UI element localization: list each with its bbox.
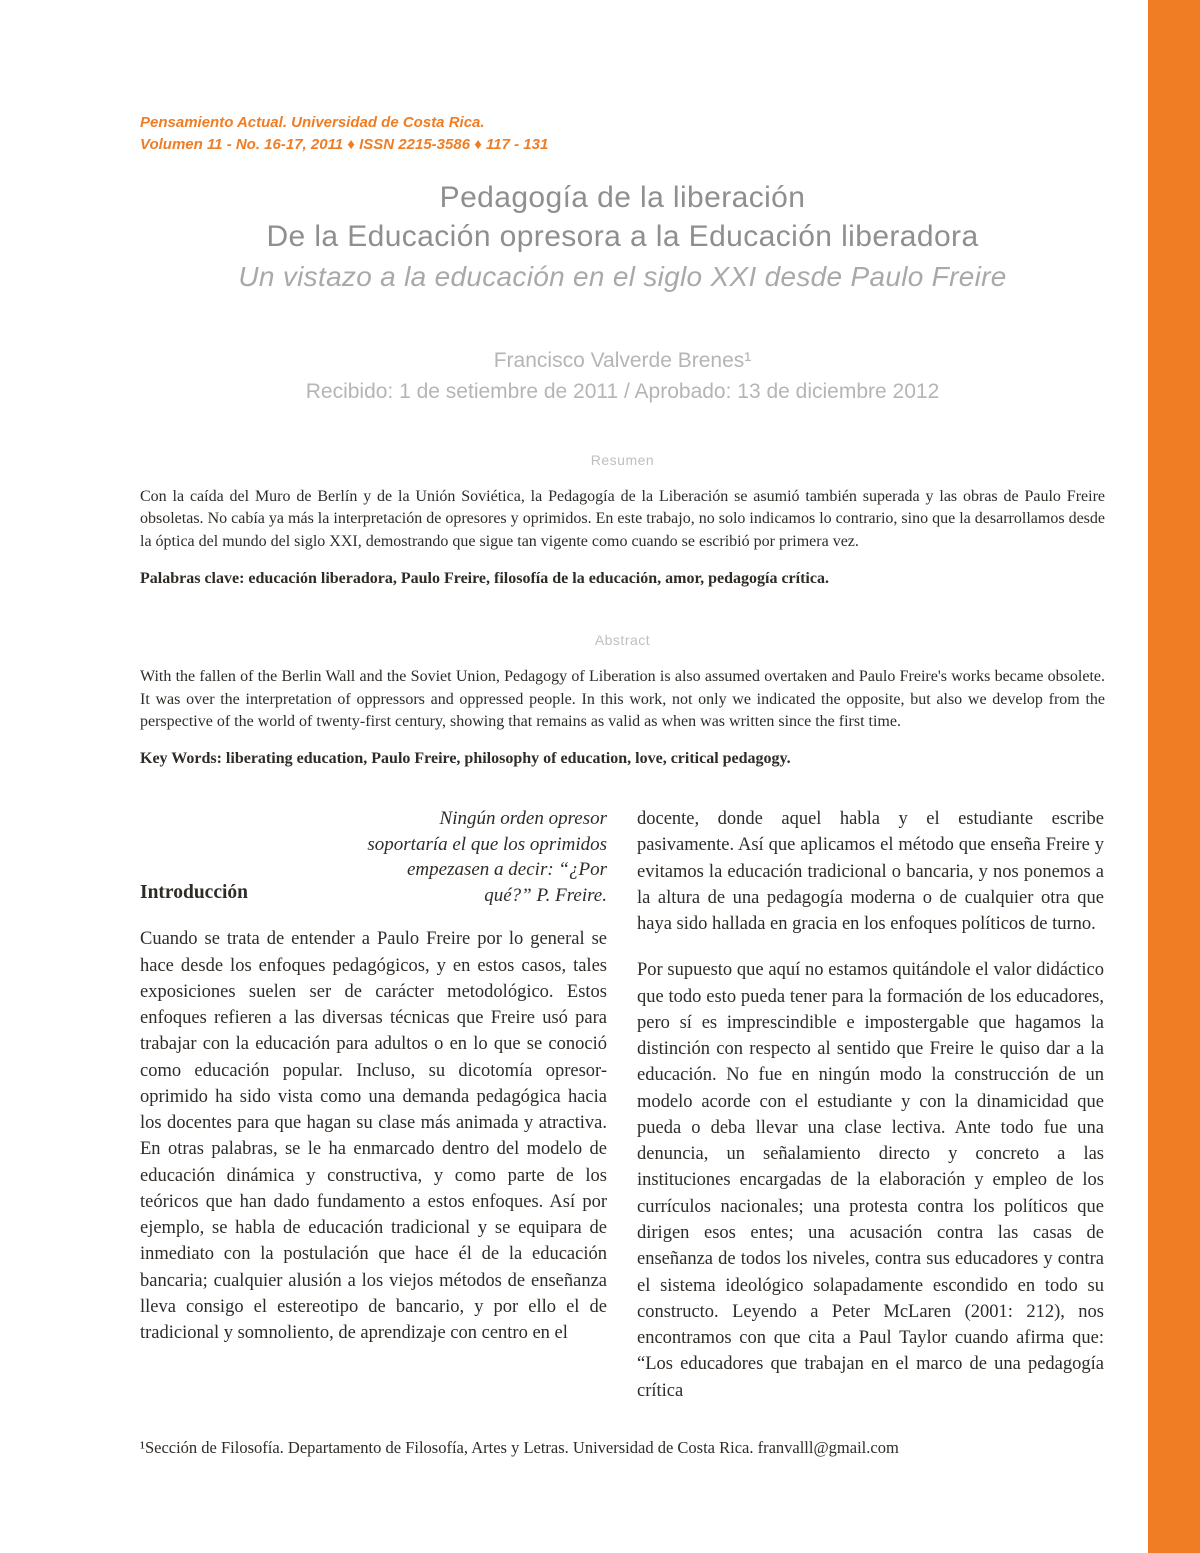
author-block: [140, 345, 1105, 408]
journal-issue-info: Volumen 11 - No. 16-17, 2011 ♦ ISSN 2215-3586 ♦ 117 - 131: [140, 135, 549, 153]
right-column: [637, 806, 1104, 1422]
author-name: Francisco Valverde Brenes¹: [493, 348, 752, 372]
abstract-heading: Abstract: [594, 631, 651, 648]
article-subtitle: Un vistazo a la educación en el siglo XXI desde Paulo Freire: [238, 260, 1007, 292]
footnote: ¹Sección de Filosofía. Departamento de Filosofía, Artes y Letras. Universidad de Costa Rica. franvalll@gmail.com: [140, 1438, 899, 1458]
resumen-heading: Resumen: [590, 451, 655, 468]
left-column: [140, 806, 607, 1422]
right-column-paragraph-2: Por supuesto que aquí no estamos quitándole el valor didáctico que todo esto pueda tener para la formación de los educadores, pero sí es imprescindible e impostergable que hagamos la distinción con respecto al sentido que Freire le quiso dar a la educación. No fue en ningún modo la construcción de un modelo acorde con el estudiante y con la dinamicidad que pueda o deba llevar una clase lectiva. Ante todo fue una denuncia, un señalamiento directo y concreto a las instituciones encargadas de la elaboración y empleo de los currículos nacionales; una protesta contra los políticos que dirigen esos entes; una acusación contra las casas de enseñanza de todos los niveles, contra sus educadores y contra el sistema ideológico solapadamente escondido en todo su constructo. Leyendo a Peter McLaren (2001: 212), nos encontramos con que cita a Paul Taylor cuando afirma que: “Los educadores que trabajan en el marco de una pedagogía crítica: [637, 960, 1104, 1401]
two-column-body: [140, 806, 1105, 1422]
abstract-text: With the fallen of the Berlin Wall and the Soviet Union, Pedagogy of Liberation is also assumed overtaken and Paulo Freire's works became obsolete. It was over the interpretation of oppressors and oppressed people. In this work, not only we indicated the opposite, but also we develop from the perspective of the world of twenty-first century, showing that remains as valid as when was written since the first time.: [140, 667, 1105, 731]
article-title-line-1: Pedagogía de la liberación: [439, 180, 806, 214]
key-words-line: Key Words: liberating education, Paulo Freire, philosophy of education, love, critical pedagogy.: [140, 750, 791, 767]
resumen-text: Con la caída del Muro de Berlín y de la Unión Soviética, la Pedagogía de la Liberación se asumió también superada y las obras de Paulo Freire obsoletas. No cabía ya más la interpretación de opresores y oprimidos. En este trabajo, no solo indicamos lo contrario, sino que la desarrollamos desde la óptica del mundo del siglo XXI, demostrando que sigue tan vigente como cuando se escribió por primera vez.: [140, 487, 1105, 551]
received-approved-dates: Recibido: 1 de setiembre de 2011 / Aprobado: 13 de diciembre 2012: [305, 380, 940, 404]
palabras-clave-line: Palabras clave: educación liberadora, Paulo Freire, filosofía de la educación, amor, pedagogía crítica.: [140, 569, 829, 587]
right-column-paragraph-1: docente, donde aquel habla y el estudiante escribe pasivamente. Así que aplicamos el método que enseña Freire y evitamos la educación tradicional o bancaria, y nos ponemos a la altura de una pedagogía moderna o de cualquier otra que haya sido hallada en gracia en los enfoques políticos de turno.: [637, 809, 1104, 935]
journal-name: Pensamiento Actual. Universidad de Costa Rica.: [140, 114, 485, 131]
introduction-heading: Introducción: [140, 881, 248, 903]
article-title-line-2: De la Educación opresora a la Educación liberadora: [266, 220, 979, 254]
left-column-paragraph: Cuando se trata de entender a Paulo Freire por lo general se hace desde los enfoques pedagógicos, y en estos casos, tales exposiciones suelen ser de carácter metodológico. Estos enfoques refieren a las diversas técnicas que Freire usó para trabajar con la educación para adultos o en lo que se conoció como educación popular. Incluso, su dicotomía opresor-oprimido ha sido vista como una demanda pedagógica hacia los docentes para que hagan su clase más animada y atractiva. En otras palabras, se le ha enmarcado dentro del modelo de educación dinámica y constructiva, y como parte de los teóricos que han dado fundamento a estos enfoques. Así por ejemplo, se habla de educación tradicional y se equipara de inmediato con la postulación que hace él de la educación bancaria; cualquier alusión a los viejos métodos de enseñanza lleva consigo el estereotipo de bancario, y por ello el de tradicional y somnoliento, de aprendizaje con centro en el: [140, 929, 607, 1344]
epigraph-quote: Ningún orden opresor soportaría el que los oprimidos empezasen a decir: “¿Por qué?” P. Freire.: [367, 808, 607, 906]
title-block: [140, 178, 1105, 293]
journal-header: [140, 112, 1105, 156]
